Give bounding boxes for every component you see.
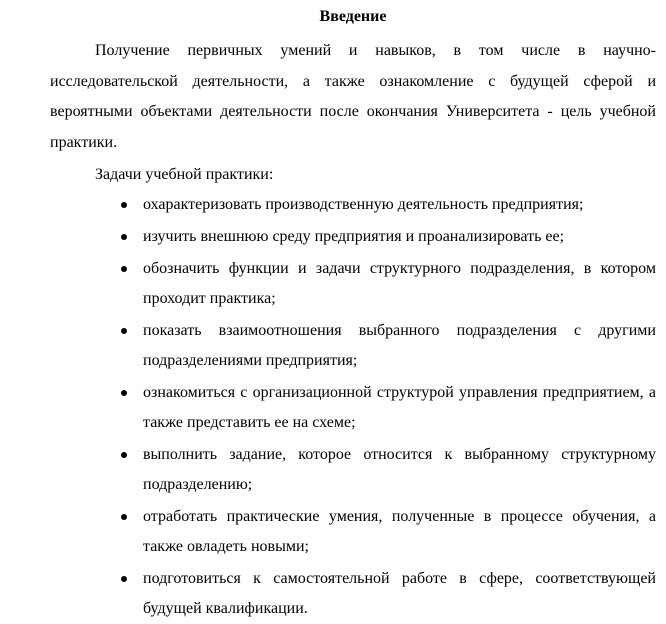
list-item	[143, 222, 656, 252]
list-item	[143, 254, 656, 314]
tasks-heading: Задачи учебной практики:	[95, 166, 274, 184]
bullet-icon	[121, 514, 127, 520]
bullet-icon	[121, 390, 127, 396]
intro-paragraph: Получение первичных умений и навыков, в том числе в научно-исследовательской деятельности, а также ознакомление с будущей сферой и вероятными объектами деятельности после окончания Университета - цель учебной практики.	[50, 42, 656, 151]
list-item	[143, 502, 656, 562]
bullet-icon	[121, 234, 127, 240]
bullet-icon	[121, 576, 127, 582]
tasks-list	[50, 190, 656, 624]
bullet-icon	[121, 452, 127, 458]
task-text: обозначить функции и задачи структурного подразделения, в котором проходит практика;	[143, 260, 656, 308]
task-text: показать взаимоотношения выбранного подразделения с другими подразделениями предприятия;	[143, 322, 656, 370]
list-item	[143, 190, 656, 220]
task-text: ознакомиться с организационной структурой управления предприятием, а также представить ее на схеме;	[143, 384, 656, 432]
document-title: Введение	[319, 8, 387, 25]
list-item	[143, 564, 656, 624]
bullet-icon	[121, 266, 127, 272]
task-text: подготовиться к самостоятельной работе в сфере, соответствующей будущей квалификации.	[143, 570, 656, 618]
bullet-icon	[121, 202, 127, 208]
task-text: охарактеризовать производственную деятельность предприятия;	[143, 196, 584, 214]
bullet-icon	[121, 328, 127, 334]
list-item	[143, 316, 656, 376]
list-item	[143, 378, 656, 438]
task-text: отработать практические умения, полученные в процессе обучения, а также овладеть новыми;	[143, 508, 656, 556]
task-text: выполнить задание, которое относится к выбранному структурному подразделению;	[143, 446, 656, 494]
list-item	[143, 440, 656, 500]
task-text: изучить внешнюю среду предприятия и проанализировать ее;	[143, 228, 565, 246]
